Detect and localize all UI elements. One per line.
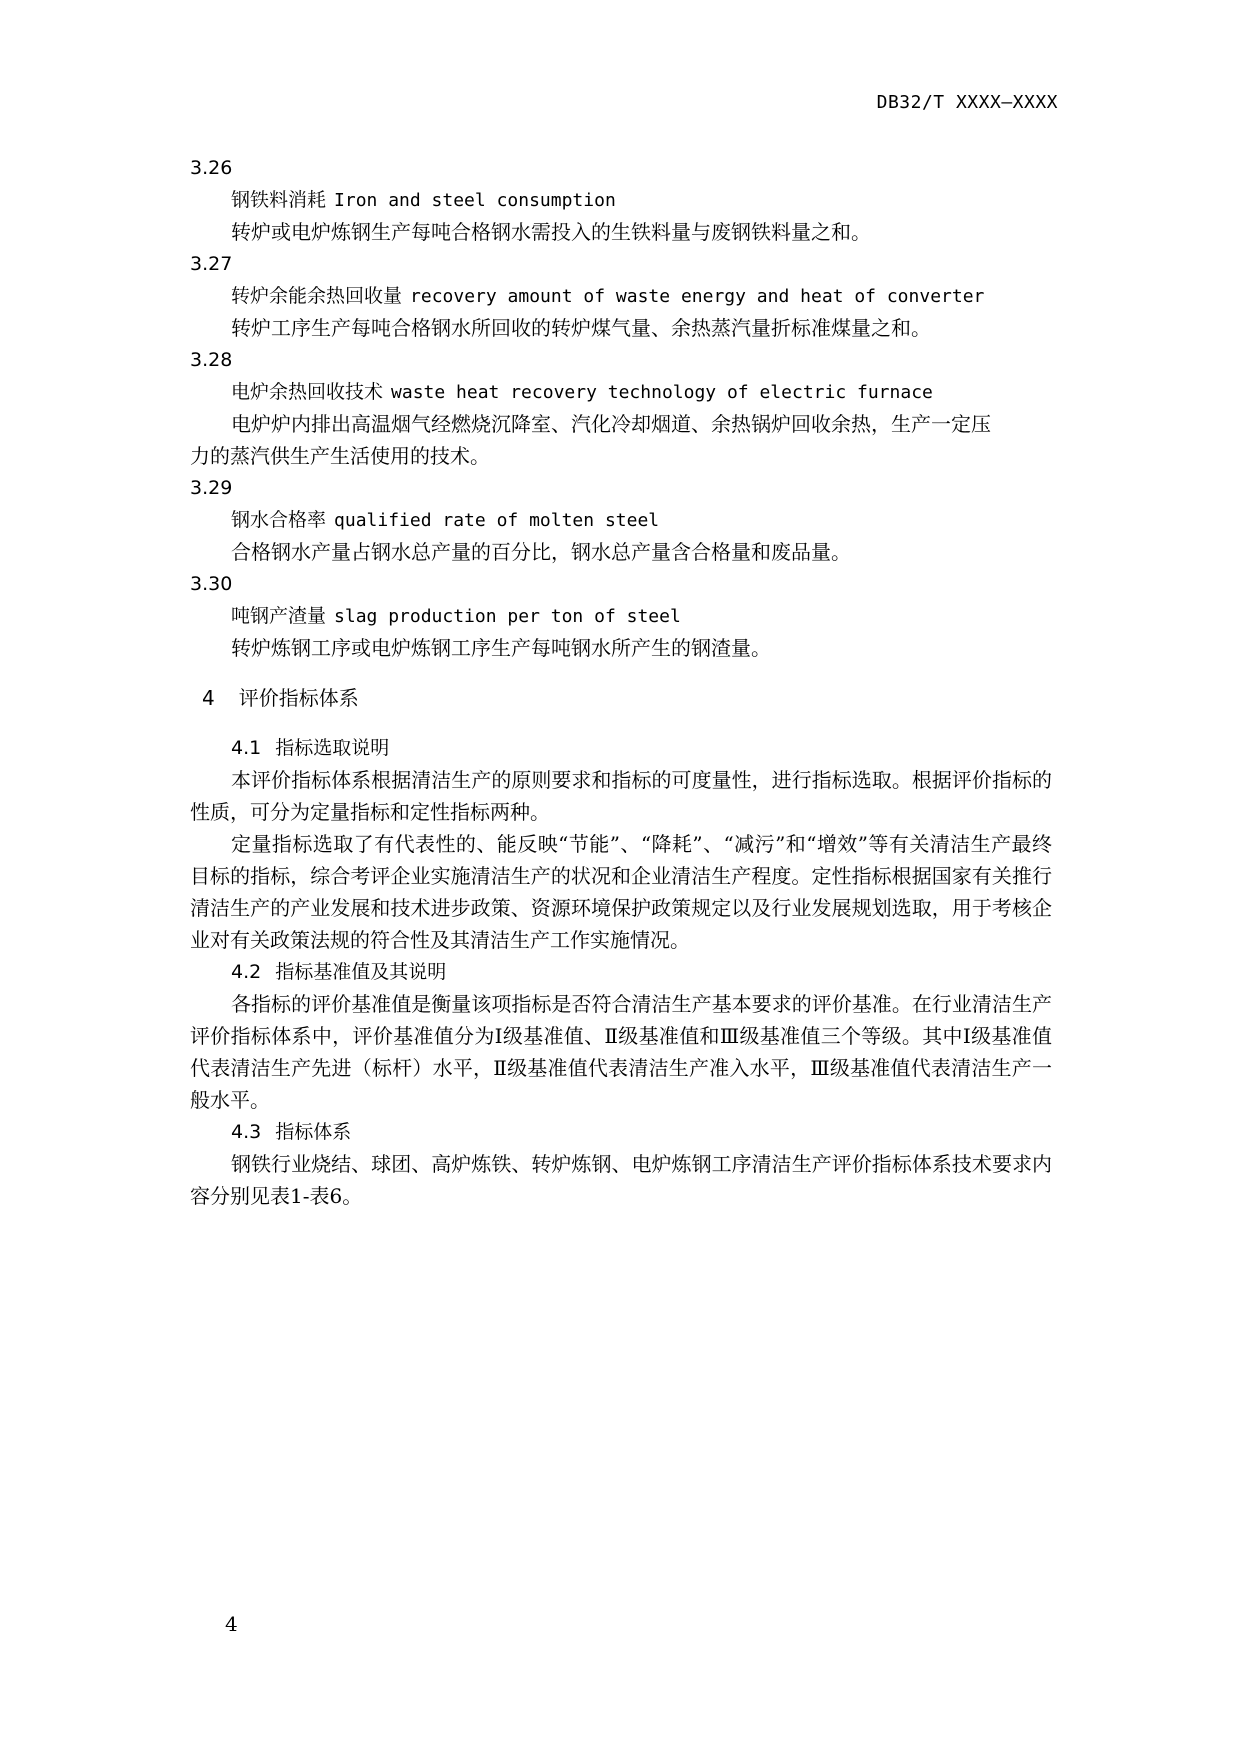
subsection-number: 4.1	[231, 737, 262, 759]
subsection-heading	[190, 956, 1052, 988]
subsection-heading	[190, 732, 1052, 764]
term-title	[190, 280, 1052, 312]
chapter-title: 评价指标体系	[238, 686, 359, 710]
term-title-en: slag production per ton of steel	[334, 606, 681, 627]
term-number: 3.29	[190, 477, 233, 499]
paragraph: 定量指标选取了有代表性的、能反映“节能”、“降耗”、“减污”和“增效”等有关清洁生产最终目标的指标，综合考评企业实施清洁生产的状况和企业清洁生产程度。定性指标根据国家有关推行清洁生产的产业发展和技术进步政策、资源环境保护政策规定以及行业发展规划选取，用于考核企业对有关政策法规的符合性及其清洁生产工作实施情况。	[190, 832, 1052, 952]
term-title	[190, 184, 1052, 216]
page-number: 4	[225, 1612, 238, 1636]
subsection-title: 指标体系	[275, 1121, 352, 1143]
term-definition: 合格钢水产量占钢水总产量的百分比，钢水总产量含合格量和废品量。	[231, 540, 851, 564]
term-definition: 转炉炼钢工序或电炉炼钢工序生产每吨钢水所产生的钢渣量。	[231, 636, 771, 660]
page-content	[190, 152, 1052, 1212]
term-definition: 转炉工序生产每吨合格钢水所回收的转炉煤气量、余热蒸汽量折标准煤量之和。	[231, 316, 931, 340]
term-title-en: recovery amount of waste energy and heat of converter	[410, 286, 985, 307]
document-code-header: DB32/T XXXX—XXXX	[876, 92, 1058, 113]
term-title-zh: 电炉余热回收技术	[231, 381, 384, 403]
term-title-en: Iron and steel consumption	[334, 190, 616, 211]
term-title-zh: 钢水合格率	[231, 509, 327, 531]
subsection-number: 4.2	[231, 961, 262, 983]
term-number: 3.26	[190, 157, 233, 179]
term-title	[190, 504, 1052, 536]
term-number: 3.28	[190, 349, 233, 371]
term-title	[190, 376, 1052, 408]
paragraph: 本评价指标体系根据清洁生产的原则要求和指标的可度量性，进行指标选取。根据评价指标的性质，可分为定量指标和定性指标两种。	[190, 768, 1052, 824]
term-title-zh: 吨钢产渣量	[231, 605, 327, 627]
chapter-heading	[190, 682, 1052, 714]
term-definition: 转炉或电炉炼钢生产每吨合格钢水需投入的生铁料量与废钢铁料量之和。	[231, 220, 871, 244]
term-title-en: waste heat recovery technology of electric furnace	[391, 382, 933, 403]
term-title-en: qualified rate of molten steel	[334, 510, 660, 531]
paragraph: 各指标的评价基准值是衡量该项指标是否符合清洁生产基本要求的评价基准。在行业清洁生产评价指标体系中，评价基准值分为Ⅰ级基准值、Ⅱ级基准值和Ⅲ级基准值三个等级。其中Ⅰ级基准值代表清洁生产先进（标杆）水平，Ⅱ级基准值代表清洁生产准入水平，Ⅲ级基准值代表清洁生产一般水平。	[190, 992, 1052, 1112]
term-definition: 电炉炉内排出高温烟气经燃烧沉降室、汽化冷却烟道、余热锅炉回收余热，生产一定压	[231, 412, 991, 436]
chapter-number: 4	[202, 686, 215, 710]
subsection-number: 4.3	[231, 1121, 262, 1143]
subsection-title: 指标基准值及其说明	[275, 961, 447, 983]
paragraph: 钢铁行业烧结、球团、高炉炼铁、转炉炼钢、电炉炼钢工序清洁生产评价指标体系技术要求内容分别见表1-表6。	[190, 1152, 1052, 1208]
term-title-zh: 转炉余能余热回收量	[231, 285, 403, 307]
term-definition-continued: 力的蒸汽供生产生活使用的技术。	[190, 444, 490, 468]
subsection-title: 指标选取说明	[275, 737, 390, 759]
subsection-heading	[190, 1116, 1052, 1148]
term-number: 3.30	[190, 573, 233, 595]
term-title	[190, 600, 1052, 632]
term-number: 3.27	[190, 253, 233, 275]
term-title-zh: 钢铁料消耗	[231, 189, 327, 211]
